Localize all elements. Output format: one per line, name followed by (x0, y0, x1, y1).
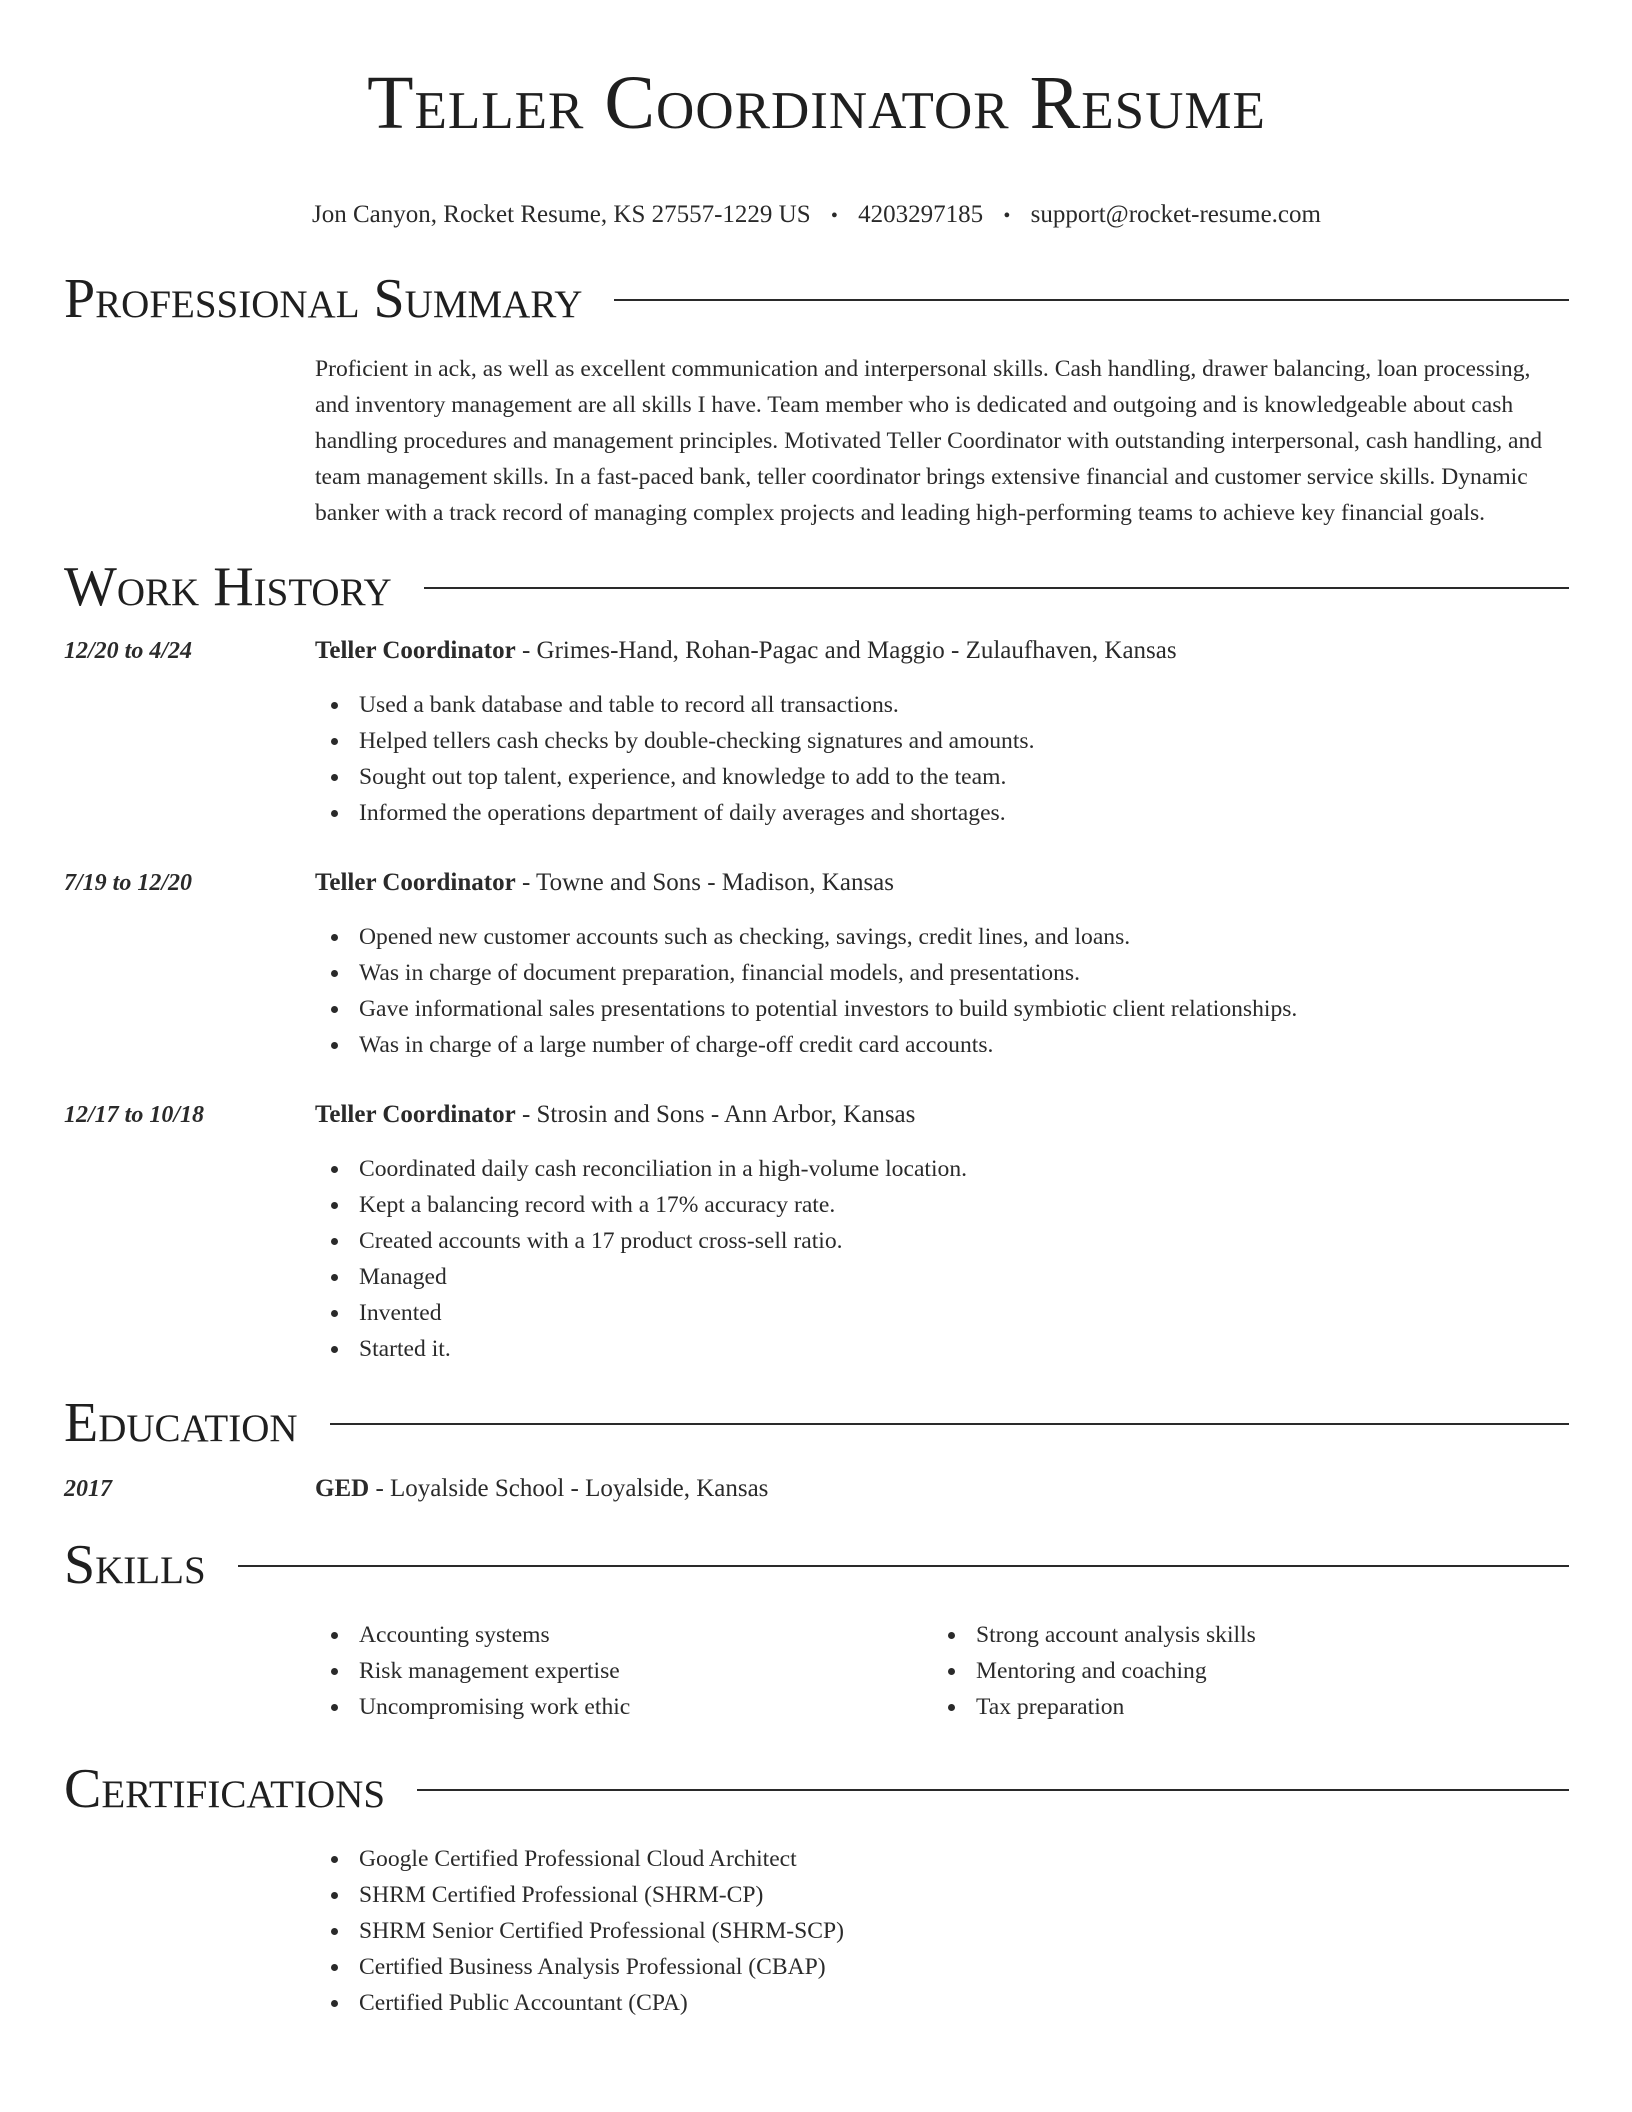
contact-address: Jon Canyon, Rocket Resume, KS 27557-1229 US (312, 201, 811, 228)
skills-grid (64, 1617, 1569, 1725)
job-title: Teller Coordinator (315, 869, 516, 896)
job-details: - Strosin and Sons - Ann Arbor, Kansas (515, 1101, 916, 1128)
section-header-skills (64, 1535, 1569, 1595)
contact-email: support@rocket-resume.com (1030, 201, 1321, 228)
resume-document (64, 0, 1569, 2021)
education-line (315, 1473, 1569, 1505)
contact-line (64, 200, 1569, 231)
job-bullet: Was in charge of a large number of charge-off credit card accounts. (359, 1027, 1569, 1063)
job-bullets (315, 1151, 1569, 1367)
job-bullet: Created accounts with a 17 product cross-sell ratio. (359, 1223, 1569, 1259)
job-bullet: Coordinated daily cash reconciliation in a high-volume location. (359, 1151, 1569, 1187)
certification-item: SHRM Senior Certified Professional (SHRM-SCP) (359, 1913, 1569, 1949)
contact-separator: • (830, 205, 838, 227)
skill-item: Accounting systems (359, 1617, 932, 1653)
job-title: Teller Coordinator (315, 1101, 516, 1128)
section-title-education: Education (64, 1392, 298, 1454)
section-title-summary: Professional Summary (64, 268, 583, 330)
job-bullet: Managed (359, 1259, 1569, 1295)
job-line (315, 867, 1569, 899)
section-header-education (64, 1393, 1569, 1453)
section-divider (614, 299, 1569, 301)
job-bullet: Kept a balancing record with a 17% accuracy rate. (359, 1187, 1569, 1223)
job-details: - Grimes-Hand, Rohan-Pagac and Maggio - Zulaufhaven, Kansas (515, 637, 1177, 664)
job-bullet: Sought out top talent, experience, and knowledge to add to the team. (359, 759, 1569, 795)
certifications-list (315, 1841, 1569, 2021)
contact-phone: 4203297185 (858, 201, 984, 228)
skills-list-right (932, 1617, 1549, 1725)
section-divider (330, 1423, 1569, 1425)
job-dates: 7/19 to 12/20 (64, 870, 193, 896)
job-dates: 12/17 to 10/18 (64, 1102, 205, 1128)
job-bullets (315, 687, 1569, 831)
job-header (64, 1099, 1569, 1367)
certification-item: Certified Public Accountant (CPA) (359, 1985, 1569, 2021)
job-header (64, 635, 1569, 831)
job-body (315, 635, 1569, 831)
section-header-work (64, 557, 1569, 617)
section-title-work: Work History (64, 556, 392, 618)
job-body (315, 1099, 1569, 1367)
job-entry (64, 635, 1569, 831)
job-bullet: Was in charge of document preparation, financial models, and presentations. (359, 955, 1569, 991)
certification-item: Google Certified Professional Cloud Architect (359, 1841, 1569, 1877)
skills-list-left (315, 1617, 932, 1725)
job-body (315, 867, 1569, 1063)
job-line (315, 1099, 1569, 1131)
job-line (315, 635, 1569, 667)
job-list (64, 635, 1569, 1367)
job-header (64, 867, 1569, 1063)
section-title-skills: Skills (64, 1534, 206, 1596)
summary-text: Proficient in ack, as well as excellent communication and interpersonal skills. Cash handling, drawer balancing, loan processing, and inventory management are all skills I have. Team member who is dedicated and outgoing and is knowledgeable about cash handling procedures and management principles. Motivated Teller Coordinator with outstanding interpersonal, cash handling, and team management skills. In a fast-paced bank, teller coordinator brings extensive financial and customer service skills. Dynamic banker with a track record of managing complex projects and leading high-performing teams to achieve key financial goals. (315, 356, 1543, 526)
job-entry (64, 867, 1569, 1063)
job-title: Teller Coordinator (315, 637, 516, 664)
contact-separator: • (1003, 205, 1011, 227)
certification-item: SHRM Certified Professional (SHRM-CP) (359, 1877, 1569, 1913)
job-bullet: Started it. (359, 1331, 1569, 1367)
section-header-certifications (64, 1759, 1569, 1819)
job-bullets (315, 919, 1569, 1063)
skill-item: Uncompromising work ethic (359, 1689, 932, 1725)
skill-item: Tax preparation (976, 1689, 1549, 1725)
skill-item: Risk management expertise (359, 1653, 932, 1689)
job-details: - Towne and Sons - Madison, Kansas (515, 869, 894, 896)
job-dates: 12/20 to 4/24 (64, 638, 193, 664)
education-year: 2017 (64, 1476, 112, 1502)
job-entry (64, 1099, 1569, 1367)
job-bullet: Helped tellers cash checks by double-checking signatures and amounts. (359, 723, 1569, 759)
education-degree: GED (315, 1475, 370, 1502)
job-bullet: Opened new customer accounts such as checking, savings, credit lines, and loans. (359, 919, 1569, 955)
certification-item: Certified Business Analysis Professional (CBAP) (359, 1949, 1569, 1985)
section-header-summary (64, 269, 1569, 329)
job-bullet: Used a bank database and table to record all transactions. (359, 687, 1569, 723)
section-divider (424, 587, 1569, 589)
education-entry (64, 1473, 1569, 1505)
resume-title: Teller Coordinator Resume (367, 61, 1266, 145)
section-divider (238, 1565, 1569, 1567)
education-details: - Loyalside School - Loyalside, Kansas (369, 1475, 769, 1502)
skill-item: Mentoring and coaching (976, 1653, 1549, 1689)
section-divider (417, 1789, 1569, 1791)
section-title-certifications: Certifications (64, 1758, 386, 1820)
skill-item: Strong account analysis skills (976, 1617, 1549, 1653)
job-bullet: Informed the operations department of daily averages and shortages. (359, 795, 1569, 831)
job-bullet: Gave informational sales presentations to potential investors to build symbiotic client relationships. (359, 991, 1569, 1027)
certifications-block (64, 1841, 1569, 2021)
job-bullet: Invented (359, 1295, 1569, 1331)
